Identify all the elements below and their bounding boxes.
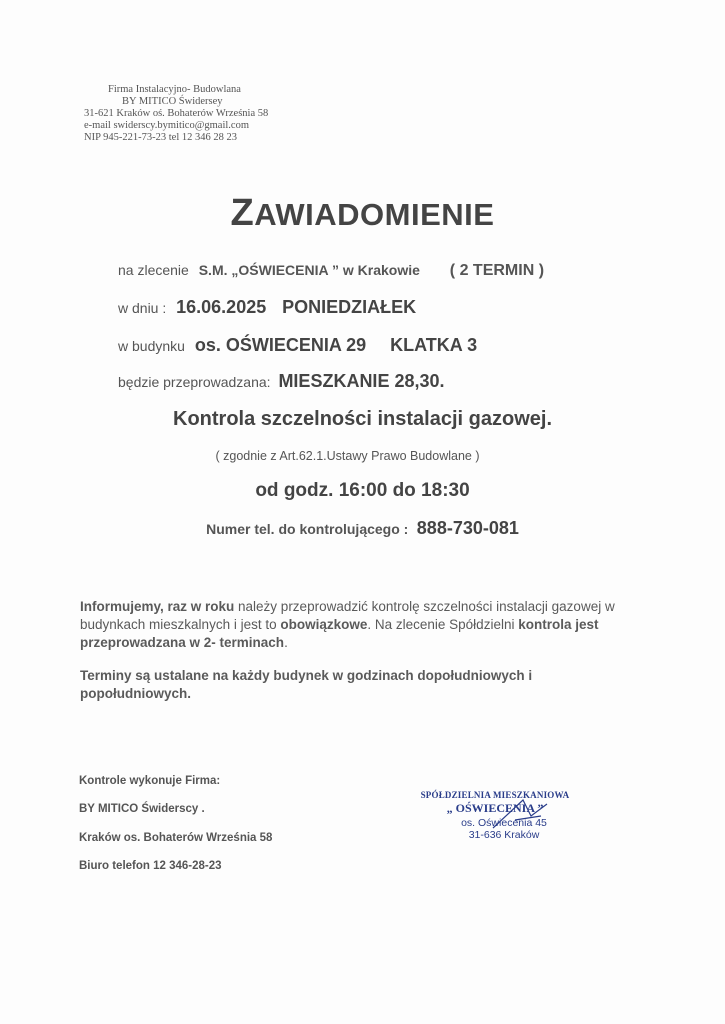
info-p1a: Informujemy, raz w roku [80, 599, 235, 614]
signature-scribble [485, 794, 565, 834]
phone-line [0, 518, 725, 539]
building-prefix: w budynku [118, 338, 185, 354]
info-paragraph [80, 598, 640, 652]
building-line [118, 335, 477, 356]
apartments-line [118, 371, 445, 392]
terms-paragraph: Terminy są ustalane na każdy budynek w godzinach dopołudniowych i popołudniowych. [80, 668, 533, 701]
building-stair: KLATKA 3 [390, 335, 478, 355]
date-prefix: w dniu : [118, 300, 167, 316]
info-p1f: . [284, 635, 288, 650]
date-day: PONIEDZIAŁEK [282, 297, 417, 317]
stamp-line-2: „ OŚWIECENIA ” [446, 801, 544, 815]
building-address: os. OŚWIECENIA 29 [194, 335, 367, 355]
date-value: 16.06.2025 [176, 297, 267, 317]
info-p1c: obowiązkowe [280, 617, 368, 632]
order-client: S.M. „OŚWIECENIA ” w Krakowie [198, 262, 420, 278]
stamp-line-4: 31-636 Kraków [468, 829, 540, 841]
order-prefix: na zlecenie [118, 262, 189, 278]
info-p1d: . Na zlecenie Spółdzielni [367, 617, 519, 632]
stamp-line-3: os. Oświecenia 45 [461, 817, 547, 829]
hours-line: od godz. 16:00 do 18:30 [255, 480, 470, 501]
cooperative-stamp [410, 790, 580, 841]
header-line-2: BY MITICO Świdersey [122, 96, 223, 107]
info-p1e: kontrola jest przeprowadzana w 2- terminach [80, 617, 599, 650]
order-line [118, 262, 544, 280]
apartments-value: MIESZKANIE 28,30. [278, 371, 445, 391]
footer-line-1: Kontrole wykonuje Firma: [79, 775, 221, 787]
phone-label: Numer tel. do kontrolującego : [206, 521, 409, 537]
company-header [84, 84, 268, 144]
apartments-prefix: będzie przeprowadzana: [118, 374, 271, 390]
phone-number: 888-730-081 [416, 518, 519, 538]
header-line-5: NIP 945-221-73-23 tel 12 346 28 23 [84, 132, 238, 143]
footer-line-3: Kraków os. Bohaterów Września 58 [79, 832, 273, 844]
footer-line-4: Biuro telefon 12 346-28-23 [79, 860, 222, 872]
header-line-3: 31-621 Kraków oś. Bohaterów Września 58 [84, 108, 269, 119]
stamp-line-1: SPÓŁDZIELNIA MIESZKANIOWA [420, 790, 570, 800]
legal-reference: ( zgodnie z Art.62.1.Ustawy Prawo Budowlane ) [215, 449, 480, 463]
subject-line: Kontrola szczelności instalacji gazowej. [173, 408, 552, 430]
order-term: ( 2 TERMIN ) [449, 262, 545, 279]
document-title: ZAWIADOMIENIE [230, 192, 495, 234]
header-line-4: e-mail swiderscy.bymitico@gmail.com [84, 120, 249, 131]
footer-line-2: BY MITICO Świderscy . [79, 803, 205, 815]
info-p1b: należy przeprowadzić kontrolę szczelności instalacji gazowej w budynkach mieszkalnych i jest to [80, 599, 615, 632]
header-line-1: Firma Instalacyjno- Budowlana [108, 84, 241, 95]
date-line [118, 297, 416, 318]
